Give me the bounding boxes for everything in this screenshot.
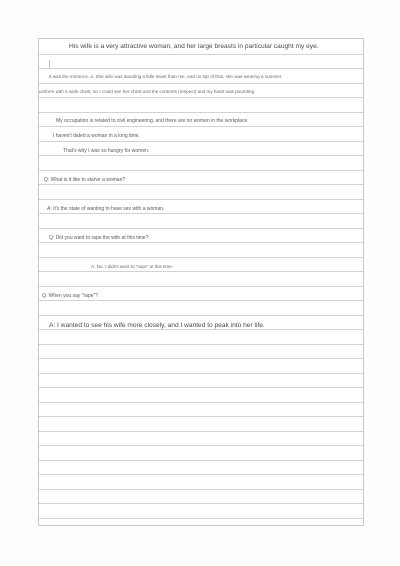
rule-line xyxy=(39,358,363,359)
rule-line xyxy=(39,329,363,330)
rule-line xyxy=(39,97,363,98)
rule-line xyxy=(39,402,363,403)
text-line-2: It was the entrance, a. She wife was standing a little lower than me, and on top of that, she was wearing a summer xyxy=(49,74,282,79)
rule-line xyxy=(39,445,363,446)
rule-line xyxy=(39,83,363,84)
question-3: Q: When you say "rape"? xyxy=(42,293,99,299)
text-line-6: That's why I was so hungry for women. xyxy=(63,148,150,154)
rule-line xyxy=(39,68,363,69)
answer-3: A: I wanted to see his wife more closely, and I wanted to peak into her life. xyxy=(49,322,265,329)
rule-line xyxy=(39,170,363,171)
rule-line xyxy=(39,286,363,287)
question-2: Q: Did you want to rape the wife at this time? xyxy=(49,235,149,241)
rule-line xyxy=(39,213,363,214)
rule-line xyxy=(39,155,363,156)
margin-mark xyxy=(49,60,50,69)
rule-line xyxy=(39,518,363,519)
rule-line xyxy=(39,431,363,432)
rule-line xyxy=(39,242,363,243)
answer-2: A: No. I didn't want to "rape" at this time. xyxy=(91,264,174,269)
question-1: Q: What is it like to starve a woman? xyxy=(44,177,126,183)
rule-line xyxy=(39,503,363,504)
rule-line xyxy=(39,460,363,461)
rule-line xyxy=(39,373,363,374)
rule-line xyxy=(39,387,363,388)
rule-line xyxy=(39,300,363,301)
rule-line xyxy=(39,199,363,200)
rule-line xyxy=(39,54,363,55)
text-line-3: uniform with a wide chest, so I could see her chest and the contents (respect) and my heart was pounding. xyxy=(39,89,256,94)
rule-line xyxy=(39,271,363,272)
answer-1: A: It's the state of wanting to have sex with a woman. xyxy=(47,206,165,212)
rule-line xyxy=(39,344,363,345)
text-line-4: My occupation is related to civil engineering, and there are no women in the workplace. xyxy=(56,118,249,124)
text-line-5: I haven't dated a woman in a long time. xyxy=(53,133,140,139)
rule-line xyxy=(39,126,363,127)
rule-line xyxy=(39,416,363,417)
rule-line xyxy=(39,257,363,258)
text-line-1: His wife is a very attractive woman, and her large breasts in particular caught my eye. xyxy=(69,43,319,50)
rule-line xyxy=(39,141,363,142)
rule-line xyxy=(39,474,363,475)
rule-line xyxy=(39,489,363,490)
rule-line xyxy=(39,112,363,113)
rule-line xyxy=(39,315,363,316)
rule-line xyxy=(39,184,363,185)
lined-sheet xyxy=(38,38,364,526)
rule-line xyxy=(39,228,363,229)
